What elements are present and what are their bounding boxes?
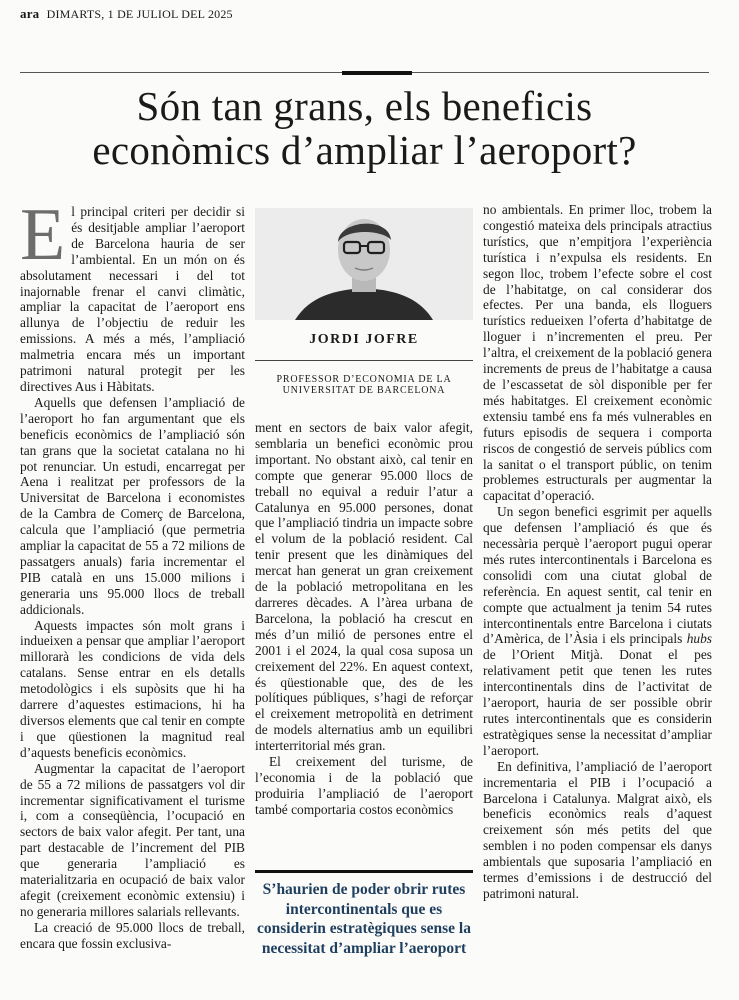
- paragraph-7-text-b: de l’Orient Mitjà. Donat el pes relativament petit que tenen les rutes intercontinentals dins de l’activitat de l’aeroport, hauria de ser possible obrir rutes intercontinentals que es considerin estratègiques sense la necessitat d’ampliar l’aeroport.: [483, 647, 712, 758]
- author-role-line-2: UNIVERSITAT DE BARCELONA: [282, 385, 446, 396]
- paragraph-5-start: La creació de 95.000 llocs de treball, encara que fossin exclusiva-: [20, 919, 245, 951]
- brand-logo: ara: [20, 6, 40, 21]
- paragraph-5-continued: ment en sectors de baix valor afegit, semblaria un benefici econòmic prou important. No obstant això, cal tenir en compte que generar 95.000 llocs de treball no equival a reduir l’atur a Catalunya en 95.000 persones, donat que l’ampliació tindria un impacte sobre el volum de la població resident. Cal tenir present que les dinàmiques del mercat han generat un gran creixement de la població metropolitana en les darreres dècades. A l’àrea urbana de Barcelona, la població ha crescut en més d’un milió de persones entre el 2001 i el 2024, la qual cosa suposa un creixement del 22%. En aquest context, és qüestionable que, des de les polítiques públiques, s’hagi de reforçar el creixement metropolità en detriment de models alternatius amb un equilibri interterritorial més gran.: [255, 420, 473, 754]
- article-column-3: [483, 202, 712, 902]
- author-role: [255, 374, 473, 396]
- article-column-1: [20, 194, 245, 952]
- headline-line-2: econòmics d’ampliar l’aeroport?: [92, 127, 637, 173]
- author-name: JORDI JOFRE: [309, 332, 419, 347]
- header-rule-accent: [342, 71, 412, 75]
- paragraph-8: En definitiva, l’ampliació de l’aeroport incrementaria el PIB i l’ocupació a Barcelona i Catalunya. Malgrat això, els beneficis econòmics reals d’aquest creixement són més petits del que semblen i no poden compensar els danys ambientals que suposaria l’ampliació en termes d’emissions i de destrucció del patrimoni natural.: [483, 758, 712, 901]
- paragraph-1: [20, 194, 245, 395]
- paragraph-7-hubs: hubs: [686, 631, 712, 647]
- author-box: [255, 208, 473, 404]
- drop-cap: E: [20, 194, 66, 276]
- author-portrait-illustration: [255, 208, 473, 320]
- paragraph-6-continued: no ambientals. En primer lloc, trobem la congestió mateixa dels principals atractius turístics, que n’empitjora l’experiència turística i n’expulsa els residents. En segon lloc, trobem l’efecte sobre el cost de l’habitatge, on cal considerar dos efectes. Per una banda, els lloguers turístics redueixen l’oferta d’habitatge de lloguer i n’incrementen el preu. Per l’altra, el creixement de la població genera increments de preus de l’habitatge a causa de l’escassetat de sòl disponible per fer més habitatges. El creixement econòmic extensiu també ens fa més vulnerables en futurs episodis de sequera i comporta riscos de congestió de serveis públics com la sanitat o el transport públic, on tenim problemes estructurals per augmentar la capacitat d’operació.: [483, 202, 712, 504]
- pull-quote-rule: [255, 870, 473, 873]
- paragraph-7: [483, 504, 712, 759]
- paragraph-1-text: l principal criteri per decidir si és desitjable ampliar l’aeroport de Barcelona hauria de ser l’ambiental. En un món on és absolutament necessari i del tot inajornable frenar el canvi climàtic, ampliar la capacitat de l’aeroport ens allunya de l’objectiu de reduir les emissions. A més a més, l’ampliació malmetria encara més un important patrimoni natural protegit per les directives Aus i Hàbitats.: [20, 204, 245, 394]
- pull-quote: S’haurien de poder obrir rutes intercontinentals que es considerin estratègiques sense la necessitat d’ampliar l’aeroport: [257, 881, 471, 957]
- author-role-line-1: PROFESSOR D’ECONOMIA DE LA: [276, 374, 452, 385]
- author-photo: [255, 208, 473, 320]
- paragraph-6-start: El creixement del turisme, de l’economia i de la població que produiria l’ampliació de l’aeroport també comportaria costos econòmics: [255, 754, 473, 817]
- article-column-2: [255, 420, 473, 818]
- issue-date: DIMARTS, 1 DE JULIOL DEL 2025: [46, 7, 233, 21]
- masthead: [20, 6, 719, 24]
- paragraph-2: Aquells que defensen l’ampliació de l’aeroport ho fan argumentant que els beneficis econòmics de l’ampliació són tan grans que la societat catalana no hi pot renunciar. Un estudi, encarregat per Aena i realitzat per professors de la Universitat de Barcelona i economistes de la Cambra de Comerç de Barcelona, calcula que l’ampliació (que permetria ampliar la capacitat de 55 a 72 milions de passatgers anuals) faria incrementar el PIB català en uns 15.000 milions i generaria uns 95.000 llocs de treball addicionals.: [20, 394, 245, 617]
- paragraph-4: Augmentar la capacitat de l’aeroport de 55 a 72 milions de passatgers vol dir incrementar significativament el turisme i, com a conseqüència, l’ocupació en sectors de baix valor afegit. Per tant, una part destacable de l’increment del PIB que generaria l’ampliació es materialitzaria en ocupació de baix valor afegit (creixement econòmic extensiu) i no generaria millores salarials rellevants.: [20, 760, 245, 919]
- author-divider: [255, 360, 473, 361]
- headline: [20, 84, 709, 172]
- headline-line-1: Són tan grans, els beneficis: [136, 83, 593, 129]
- paragraph-7-text-a: Un segon benefici esgrimit per aquells que defensen l’ampliació és que és necessària perquè l’aeroport pugui operar més rutes intercontinentals i Barcelona es consolidi com una ciutat global de referència. En aquest sentit, cal tenir en compte que actualment ja tenim 54 rutes intercontinentals entre Barcelona i ciutats d’Amèrica, de l’Àsia i els principals: [483, 504, 712, 647]
- paragraph-3: Aquests impactes són molt grans i indueixen a pensar que ampliar l’aeroport millorarà les condicions de vida dels catalans. Sense entrar en els detalls metodològics i els supòsits que hi ha darrere d’aquestes estimacions, hi ha diversos elements que cal tenir en compte i que qüestionen la magnitud real d’aquests beneficis econòmics.: [20, 617, 245, 760]
